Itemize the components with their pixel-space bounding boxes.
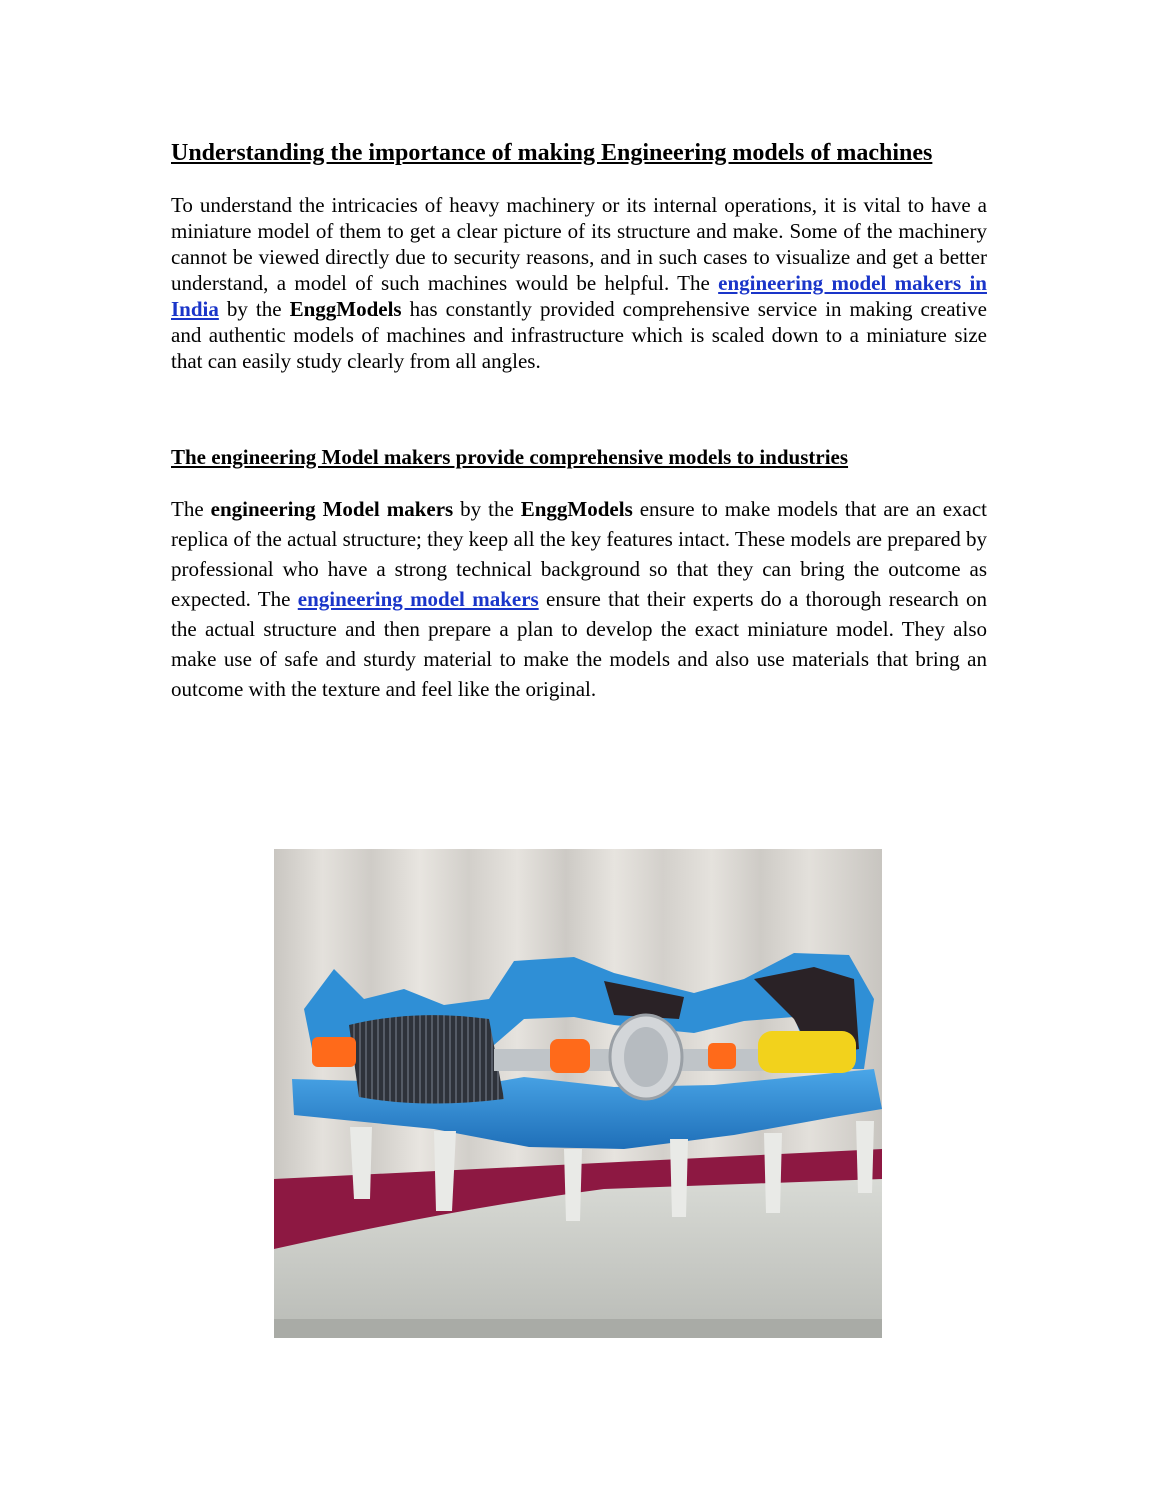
section-text-part2: ensure to make models that are an exact replica of the actual structure; they keep all the key features intact. These models are prepared by professional who have a strong technical background so that they can bring the outcome as expected. The [171, 497, 988, 611]
section-text-by: by the [453, 497, 521, 521]
page-title: Understanding the importance of making Engineering models of machines [171, 140, 933, 166]
brand-name-2: EnggModels [520, 497, 633, 521]
link-engineering-model-makers-in-india[interactable]: engineering model makers in India [171, 271, 987, 321]
document-content [171, 138, 987, 704]
section-text-tail: ensure that their experts do a thorough research on the actual structure and then prepare a plan to develop the exact miniature model. They also make use of safe and sturdy material to make the models and also use materials that bring an outcome with the texture and feel like the original. [171, 587, 988, 701]
turbine-model-photo [274, 849, 882, 1338]
bold-phrase: engineering Model makers [210, 497, 454, 521]
section-paragraph [171, 494, 987, 704]
turbine-illustration [274, 849, 882, 1338]
intro-text-tail: has constantly provided comprehensive service in making creative and authentic models of machines and infrastructure which is scaled down to a miniature size that can easily study clearly from all angles. [171, 297, 988, 373]
link-engineering-model-makers[interactable]: engineering model makers [297, 587, 539, 611]
brand-name: EnggModels [289, 297, 402, 321]
section-subheading: The engineering Model makers provide comprehensive models to industries [171, 445, 849, 469]
intro-text-by: by the [218, 297, 290, 321]
section-text-the: The [171, 497, 211, 521]
intro-paragraph [171, 192, 987, 374]
intro-text-lead: To understand the intricacies of heavy machinery or its internal operations, it is vital to have a miniature model of them to get a clear picture of its structure and make. Some of the machinery cannot be viewed directly due to security reasons, and in such cases to visualize and get a better understand, a model of such machines would be helpful. The [171, 193, 987, 295]
